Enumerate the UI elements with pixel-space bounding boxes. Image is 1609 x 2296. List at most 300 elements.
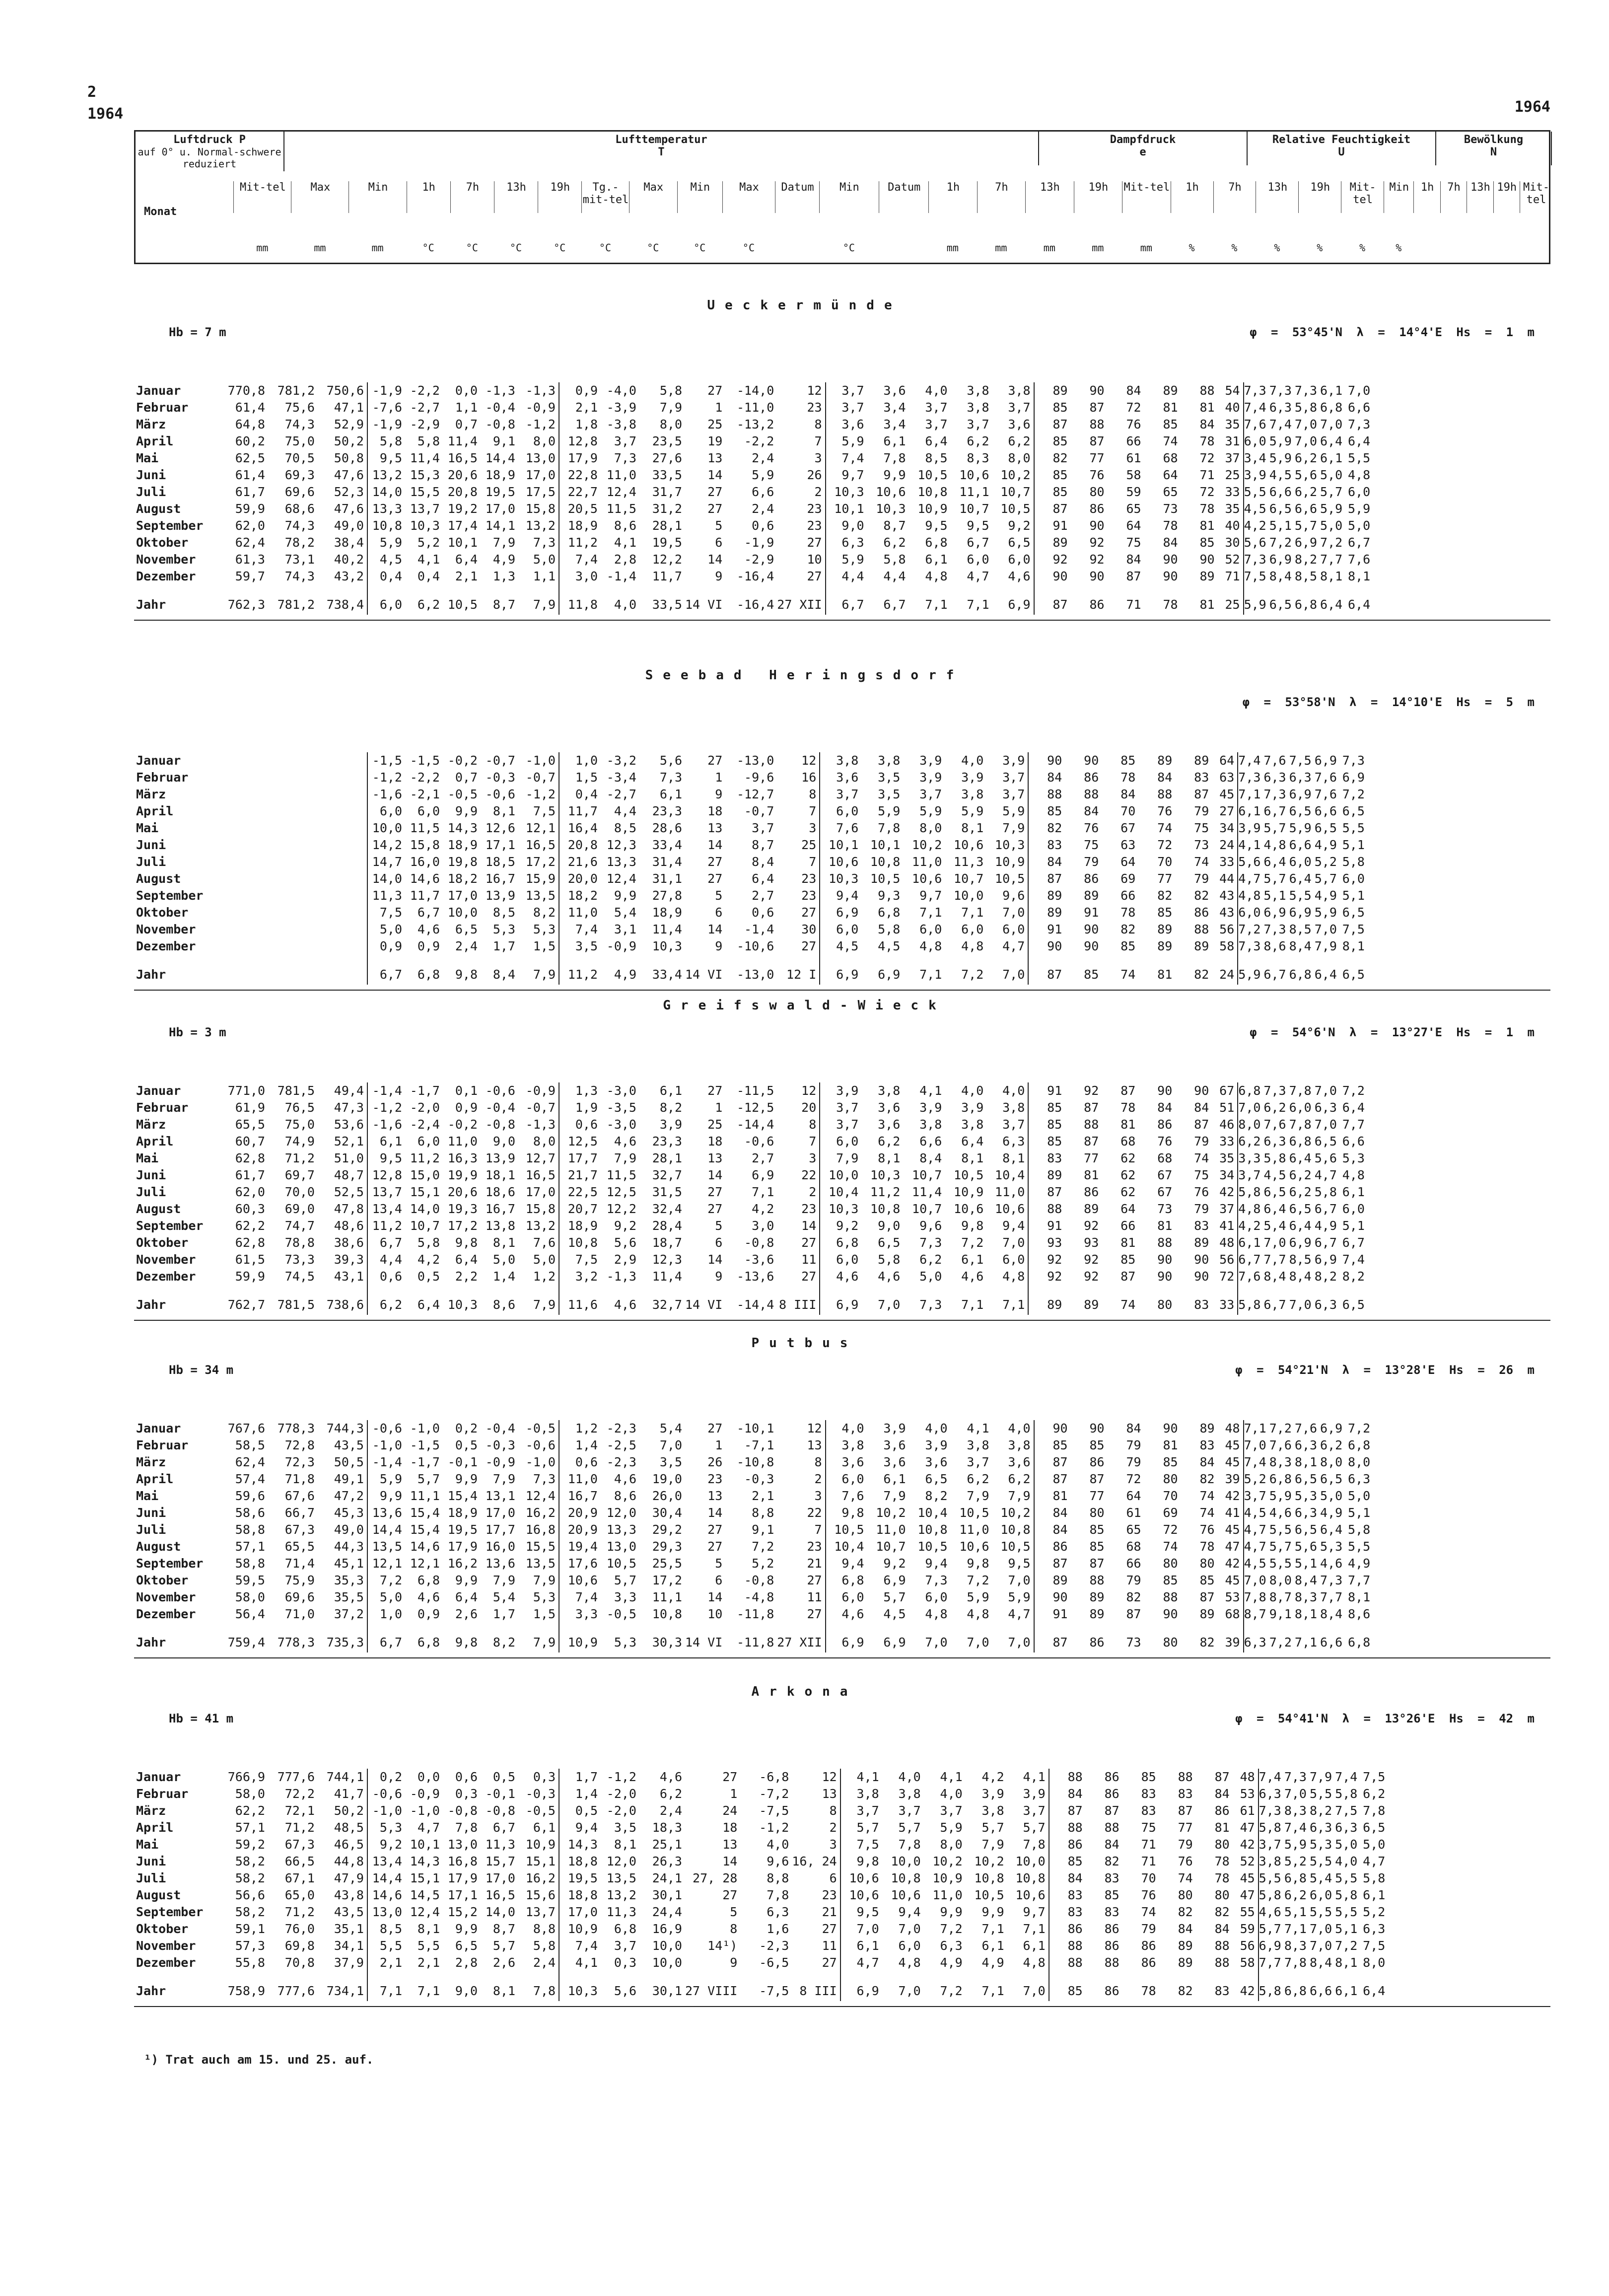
table-cell: 5,7 — [1269, 1539, 1292, 1554]
table-cell: 6,2 — [1284, 1888, 1307, 1902]
table-cell: 81 — [1199, 518, 1215, 533]
table-cell: 5,7 — [898, 1820, 921, 1835]
table-cell: 18,9 — [447, 838, 478, 852]
table-cell: 17,1 — [485, 838, 515, 852]
table-cell: 83 — [1104, 1871, 1119, 1885]
table-cell: 8,2 — [1342, 1269, 1365, 1284]
table-cell: 2,1 — [379, 1955, 402, 1970]
column-label: Mit-tel — [1520, 181, 1552, 213]
table-cell: 13 — [707, 1151, 723, 1165]
table-cell: 10,5 — [992, 1538, 1034, 1555]
table-cell: 0,9 — [575, 383, 598, 398]
table-cell: 0,6 — [455, 1770, 478, 1784]
table-cell: 67 — [1120, 821, 1136, 835]
table-cell: -2,3 — [759, 1938, 789, 1953]
table-cell: 5,4 — [1263, 1219, 1286, 1233]
table-cell: 62 — [1120, 1168, 1136, 1182]
table-cell: 0,0 — [417, 1770, 440, 1784]
table-cell: 71 — [1126, 597, 1141, 612]
table-cell: 7,4 — [1259, 1770, 1281, 1784]
table-cell — [218, 955, 268, 985]
table-cell: 89 — [1084, 1297, 1099, 1312]
table-cell: 79 — [1178, 1837, 1193, 1852]
table-cell: 3,6 — [878, 1117, 901, 1132]
column-unit: mm — [256, 242, 269, 254]
table-cell: 6,8 — [417, 1635, 440, 1650]
table-cell: 67,3 — [284, 1837, 315, 1852]
table-cell: 6,6 — [752, 485, 774, 499]
table-cell: -0,7 — [518, 1099, 559, 1116]
table-cell: 22 — [777, 1505, 825, 1521]
table-cell: 7,9 — [492, 1472, 515, 1486]
table-cell: 7,5 — [856, 1837, 879, 1852]
table-cell: 6,4 — [455, 1590, 478, 1604]
table-cell: 0,2 — [379, 1770, 402, 1784]
table-cell: -0,3 — [485, 770, 515, 785]
table-cell: 17,2 — [447, 1219, 478, 1233]
table-cell: 20,8 — [447, 485, 478, 499]
table-cell: 4,1 — [417, 552, 440, 567]
table-cell: 11,3 — [485, 1837, 515, 1852]
table-cell: 5,9 — [967, 1590, 989, 1604]
table-cell: 3,7 — [1244, 1489, 1266, 1503]
table-cell: 3,9 — [925, 1438, 948, 1452]
table-cell: 5,0 — [1335, 1837, 1358, 1852]
table-cell: 27 — [722, 1770, 738, 1784]
table-cell: 90 — [1047, 753, 1062, 768]
table-cell: 21 — [792, 1904, 840, 1921]
table-cell: 6,5 — [1289, 804, 1312, 818]
table-cell: 80 — [1089, 1506, 1105, 1520]
table-cell: 10,0 — [652, 1938, 682, 1953]
table-cell: 3,5 — [878, 770, 901, 785]
table-cell — [268, 837, 318, 854]
table-cell: 6,3 — [1269, 400, 1292, 415]
table-cell: 78 — [1199, 1539, 1215, 1554]
table-cell: 8,8 — [767, 1871, 789, 1885]
table-cell: 52,1 — [318, 1133, 367, 1150]
table-cell: 10,2 — [876, 1506, 906, 1520]
table-cell: 9 — [715, 569, 723, 583]
table-cell: 14 VI — [685, 1297, 723, 1312]
table-cell: 31,5 — [652, 1185, 682, 1199]
table-cell: 64 — [1126, 518, 1141, 533]
table-cell: 7,0 — [986, 904, 1028, 921]
table-cell — [268, 786, 318, 803]
table-cell: 18,6 — [485, 1185, 515, 1199]
table-cell: 17,5 — [518, 484, 559, 501]
table-cell: 13,9 — [485, 888, 515, 903]
column-label: 7h — [1440, 181, 1467, 213]
table-cell: 15,4 — [410, 1522, 440, 1537]
station-table — [134, 382, 1374, 615]
table-cell: 10,6 — [849, 1871, 879, 1885]
table-cell: 9,0 — [455, 1984, 478, 1998]
table-cell: 6,2 — [1289, 1185, 1312, 1199]
table-cell: 13,1 — [485, 1489, 515, 1503]
table-cell: 17,7 — [485, 1522, 515, 1537]
table-cell: 28,1 — [652, 1151, 682, 1165]
table-cell: 7,7 — [1259, 1955, 1281, 1970]
table-cell: -2,3 — [606, 1455, 636, 1469]
table-cell: 88 — [1067, 1938, 1083, 1953]
table-cell: 21 — [777, 1555, 825, 1572]
table-cell: 74,7 — [284, 1219, 315, 1233]
table-cell: 7,5 — [1342, 922, 1365, 936]
table-cell: 14 — [707, 922, 723, 936]
table-cell: 48,6 — [318, 1218, 367, 1234]
table-row — [134, 921, 1368, 938]
month-label: Februar — [136, 770, 189, 785]
month-label: März — [136, 1803, 166, 1818]
table-cell: 27 — [707, 1522, 723, 1537]
table-cell: 82 — [1194, 967, 1209, 982]
table-cell: 8,0 — [518, 433, 559, 450]
table-cell: 17,9 — [567, 451, 598, 465]
table-cell: 90 — [1163, 569, 1178, 583]
station-table — [134, 1082, 1368, 1315]
table-cell: 0,7 — [455, 417, 478, 431]
table-cell: 4,9 — [1348, 1556, 1371, 1571]
month-label: Oktober — [136, 1573, 189, 1587]
table-cell: 759,4 — [227, 1635, 265, 1650]
table-cell: 6,0 — [1289, 855, 1312, 869]
table-cell: 6,5 — [1314, 821, 1337, 835]
table-cell: 13,0 — [518, 450, 559, 467]
month-label: März — [136, 787, 166, 801]
table-cell: 5,0 — [1320, 468, 1343, 482]
table-cell: -12,5 — [737, 1100, 774, 1115]
table-cell: 4,1 — [1007, 1769, 1049, 1786]
table-cell: -0,6 — [372, 1421, 402, 1435]
table-cell: 15,8 — [410, 838, 440, 852]
table-cell: 16,0 — [410, 855, 440, 869]
table-cell: 59,9 — [235, 502, 265, 516]
table-cell: 8,0 — [940, 1837, 963, 1852]
table-cell: 24 — [1212, 837, 1238, 854]
table-cell: 33,4 — [652, 838, 682, 852]
month-label: September — [136, 1219, 204, 1233]
table-cell: 77 — [1084, 1151, 1099, 1165]
table-cell: -10,8 — [737, 1455, 774, 1469]
month-label: Dezember — [136, 1269, 196, 1284]
table-cell: 90 — [1052, 1421, 1068, 1435]
table-cell: 5,8 — [659, 383, 682, 398]
table-cell: 9,0 — [492, 1134, 515, 1148]
month-label: Januar — [136, 1083, 181, 1098]
month-label: Juni — [136, 468, 166, 482]
table-cell: 46,5 — [318, 1836, 367, 1853]
table-cell: 14,4 — [372, 1522, 402, 1537]
table-cell: 56 — [1212, 921, 1238, 938]
table-cell: 76,0 — [284, 1922, 315, 1936]
table-cell: 13,2 — [372, 468, 402, 482]
table-cell: 6,9 — [1294, 535, 1318, 550]
table-cell: 750,6 — [318, 382, 367, 399]
table-cell: 10,8 — [992, 1521, 1034, 1538]
table-cell: 10,0 — [954, 888, 984, 903]
table-cell: 10,0 — [447, 905, 478, 920]
table-cell: 7,8 — [518, 1971, 559, 2001]
table-cell: 83 — [1104, 1905, 1119, 1919]
table-cell: 81 — [1120, 1235, 1136, 1250]
table-cell: 61 — [1233, 1802, 1259, 1819]
table-cell: 6,0 — [836, 1252, 859, 1267]
table-cell: 5,3 — [379, 1820, 402, 1835]
table-cell: 83 — [1194, 770, 1209, 785]
table-cell: 23 — [777, 887, 820, 904]
table-cell: 42 — [1233, 1971, 1259, 2001]
table-cell: 85 — [1052, 400, 1068, 415]
table-cell: 3,8 — [961, 787, 984, 801]
table-cell: 16 — [777, 769, 820, 786]
table-cell: 2 — [792, 1819, 840, 1836]
table-cell: 6,5 — [1342, 967, 1365, 982]
table-cell: 31 — [1218, 433, 1244, 450]
table-cell: 14,5 — [410, 1888, 440, 1902]
table-cell: 4,8 — [1348, 468, 1371, 482]
table-cell: 27 XII — [777, 585, 825, 615]
table-cell: 18,2 — [447, 871, 478, 886]
table-cell: 6,5 — [1294, 1472, 1318, 1486]
table-cell: 5,2 — [752, 1556, 774, 1571]
table-cell: 7,1 — [967, 597, 989, 612]
table-cell: 9,5 — [379, 1151, 402, 1165]
table-cell: 11,1 — [652, 1590, 682, 1604]
table-cell: 4,6 — [992, 568, 1034, 585]
table-cell: 64 — [1212, 752, 1238, 769]
table-cell: 5,5 — [417, 1938, 440, 1953]
table-cell: 85 — [1067, 1854, 1083, 1868]
table-cell: 7,2 — [967, 1573, 989, 1587]
table-cell: 37 — [1218, 450, 1244, 467]
table-cell: 72,1 — [284, 1803, 315, 1818]
table-cell: 5,0 — [492, 1252, 515, 1267]
table-cell: 39 — [1218, 1623, 1244, 1652]
table-cell: 5,8 — [883, 552, 906, 567]
table-cell: 17,0 — [567, 1905, 598, 1919]
table-cell: 8,4 — [1263, 1269, 1286, 1284]
month-label: Juni — [136, 838, 166, 852]
table-cell: 3,7 — [841, 383, 864, 398]
table-cell: -1,4 — [744, 922, 774, 936]
table-cell: 7,3 — [1263, 922, 1286, 936]
table-cell: 7,2 — [1342, 1083, 1365, 1098]
month-label: Juli — [136, 485, 166, 499]
table-cell: 1,8 — [575, 417, 598, 431]
table-cell: 20 — [777, 1099, 820, 1116]
table-cell: 75,9 — [284, 1573, 315, 1587]
table-cell: 7,4 — [575, 1938, 598, 1953]
table-cell: 5,3 — [518, 1589, 559, 1606]
table-cell: 7,3 — [1244, 383, 1266, 398]
table-cell: 7,9 — [659, 400, 682, 415]
table-cell: 6,9 — [883, 1573, 906, 1587]
table-cell: 5,3 — [518, 921, 559, 938]
table-cell: -1,2 — [518, 786, 559, 803]
table-cell: 92 — [1089, 552, 1105, 567]
table-cell: -1,9 — [372, 417, 402, 431]
table-row — [134, 1488, 1373, 1505]
table-cell: 89 — [1199, 1421, 1215, 1435]
table-cell: 52,3 — [318, 484, 367, 501]
table-cell: 41 — [1212, 1218, 1238, 1234]
table-cell: 7,1 — [1238, 787, 1261, 801]
table-cell: 43,2 — [318, 568, 367, 585]
table-cell: 6,2 — [883, 535, 906, 550]
table-cell: 10,8 — [652, 1607, 682, 1621]
header-group: Lufttemperatur T — [284, 132, 1039, 165]
table-cell: 62,2 — [235, 1803, 265, 1818]
table-cell: 45 — [1212, 786, 1238, 803]
table-cell: 85 — [1047, 804, 1062, 818]
table-cell: 3,7 — [919, 787, 942, 801]
table-row — [134, 416, 1373, 433]
table-cell: 10,5 — [606, 1556, 636, 1571]
table-cell: 7,4 — [1238, 753, 1261, 768]
table-cell: 77 — [1157, 871, 1173, 886]
table-cell: 6,7 — [967, 535, 989, 550]
table-cell: -10,6 — [737, 939, 774, 953]
table-cell: 89 — [1199, 569, 1215, 583]
table-cell: 89 — [1052, 1573, 1068, 1587]
table-cell: 8,0 — [919, 821, 942, 835]
table-cell: 5,7 — [1294, 518, 1318, 533]
table-cell: 66 — [1126, 434, 1141, 448]
table-cell: 58,2 — [235, 1854, 265, 1868]
table-row — [134, 837, 1368, 854]
table-cell: 7,9 — [883, 1489, 906, 1503]
table-cell: 45 — [1218, 1454, 1244, 1471]
table-cell: 74 — [1194, 1151, 1209, 1165]
station-name: Ueckermünde — [707, 298, 902, 313]
table-cell: 5,8 — [1238, 1185, 1261, 1199]
table-cell: 6 — [715, 535, 723, 550]
table-cell: 81 — [1163, 1438, 1178, 1452]
table-cell: 4,6 — [1259, 1905, 1281, 1919]
table-cell: 10,8 — [567, 1235, 598, 1250]
table-row — [134, 1133, 1368, 1150]
table-cell: 90 — [1084, 922, 1099, 936]
table-cell: 52,5 — [318, 1184, 367, 1201]
table-cell: 6,5 — [1289, 1202, 1312, 1216]
table-cell: 4,6 — [1269, 1506, 1292, 1520]
table-cell: 10,6 — [567, 1573, 598, 1587]
table-cell: 5 — [730, 1905, 738, 1919]
month-label: Juli — [136, 1185, 166, 1199]
table-cell: 4,7 — [1363, 1854, 1386, 1868]
table-cell: 35,1 — [318, 1921, 367, 1937]
month-label: April — [136, 804, 174, 818]
table-cell: 12,5 — [606, 1185, 636, 1199]
table-cell: 75,0 — [284, 1117, 315, 1132]
table-cell: 88 — [1214, 1938, 1230, 1953]
table-cell: 1,4 — [492, 1269, 515, 1284]
table-cell: 49,4 — [318, 1082, 367, 1099]
table-cell: 76 — [1126, 417, 1141, 431]
table-cell: 6,6 — [1342, 1134, 1365, 1148]
table-cell: 19,5 — [567, 1871, 598, 1885]
table-cell: 43 — [1212, 887, 1238, 904]
table-cell: 7,5 — [1363, 1938, 1386, 1953]
column-label: Min — [819, 181, 880, 213]
table-cell: 9,9 — [455, 804, 478, 818]
column-unit: % — [1274, 242, 1280, 254]
table-cell: 6,9 — [992, 585, 1034, 615]
table-cell: 3,8 — [856, 1787, 879, 1801]
table-cell: 35 — [1218, 416, 1244, 433]
table-cell: 9,9 — [455, 1922, 478, 1936]
table-cell — [218, 904, 268, 921]
table-cell: 75 — [1194, 1168, 1209, 1182]
table-cell: 85 — [1120, 939, 1136, 953]
column-label: 13h — [1025, 181, 1074, 213]
column-unit: mm — [314, 242, 326, 254]
table-cell: 6,4 — [752, 871, 774, 886]
table-row — [134, 551, 1373, 568]
table-cell: 9,4 — [898, 1905, 921, 1919]
table-cell: 5,9 — [1348, 502, 1371, 516]
table-cell: -0,6 — [744, 1134, 774, 1148]
table-cell: 30 — [1218, 534, 1244, 551]
table-cell: 6,8 — [925, 535, 948, 550]
table-cell: 9,0 — [878, 1219, 901, 1233]
table-cell: 68,6 — [284, 502, 315, 516]
table-cell: 47,2 — [318, 1488, 367, 1505]
table-cell: 7,4 — [1284, 1820, 1307, 1835]
table-cell: 14 — [722, 1854, 738, 1868]
table-cell: 86 — [1089, 502, 1105, 516]
column-unit: % — [1231, 242, 1238, 254]
table-cell: 23 — [777, 399, 825, 416]
table-cell: 10,5 — [992, 501, 1034, 517]
table-cell: 10 — [777, 551, 825, 568]
table-cell: 7,8 — [455, 1820, 478, 1835]
table-cell: 3,6 — [883, 1438, 906, 1452]
table-cell: 4,6 — [417, 922, 440, 936]
table-cell: 8,1 — [961, 821, 984, 835]
table-cell: -13,0 — [737, 967, 774, 982]
table-cell: 7,1 — [925, 597, 948, 612]
table-cell: 89 — [1047, 888, 1062, 903]
table-cell: 5,8 — [1342, 855, 1365, 869]
table-cell: 75,0 — [284, 434, 315, 448]
station-table — [134, 1420, 1374, 1652]
table-cell: 42 — [1218, 1555, 1244, 1572]
table-cell: 10,6 — [954, 1202, 984, 1216]
month-label: November — [136, 1938, 196, 1953]
table-cell: 0,3 — [455, 1787, 478, 1801]
header-group: Luftdruck P auf 0° u. Normal-schwere reduziert — [136, 132, 284, 171]
table-cell: -3,9 — [606, 400, 636, 415]
table-cell: 10,4 — [834, 1539, 864, 1554]
table-cell: 5,7 — [981, 1820, 1004, 1835]
table-cell: 0,3 — [518, 1769, 559, 1786]
table-cell: 7,6 — [1263, 753, 1286, 768]
month-label: Februar — [136, 400, 189, 415]
table-cell: 3,8 — [841, 1438, 864, 1452]
table-cell: 13,0 — [606, 1539, 636, 1554]
table-cell: 6,3 — [1314, 1100, 1337, 1115]
page-number: 2 — [87, 83, 97, 101]
table-cell: -1,2 — [518, 416, 559, 433]
table-cell: -2,7 — [606, 787, 636, 801]
table-cell: 79 — [1194, 1134, 1209, 1148]
table-cell: -0,3 — [485, 1438, 515, 1452]
table-cell: -1,2 — [372, 770, 402, 785]
table-cell: -0,8 — [447, 1803, 478, 1818]
table-row — [134, 1937, 1388, 1954]
